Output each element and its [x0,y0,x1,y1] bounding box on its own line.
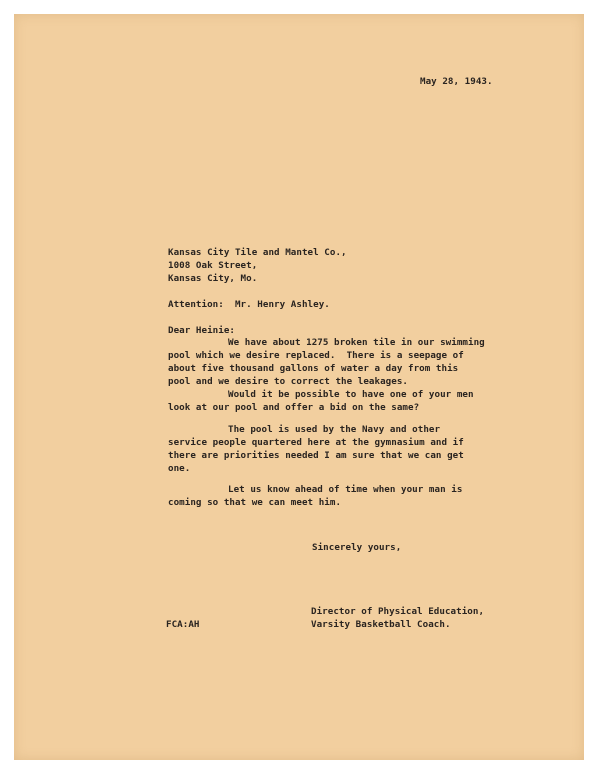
body-line: there are priorities needed I am sure that we can get [168,450,464,461]
body-line: Would it be possible to have one of your men [228,389,474,400]
salutation: Dear Heinie: [168,325,235,336]
signature-title-line: Director of Physical Education, [311,606,485,617]
body-line: The pool is used by the Navy and other [228,424,441,435]
body-line: Let us know ahead of time when your man is [228,484,463,495]
recipient-name: Kansas City Tile and Mantel Co., [168,247,347,258]
body-line: pool and we desire to correct the leakages. [168,376,408,387]
recipient-city: Kansas City, Mo. [168,273,258,284]
body-line: about five thousand gallons of water a day from this [168,363,459,374]
signature-title-line: Varsity Basketball Coach. [311,619,451,630]
typist-initials: FCA:AH [166,619,200,630]
attention-line: Attention: Mr. Henry Ashley. [168,299,330,310]
body-line: pool which we desire replaced. There is a seepage of [168,350,464,361]
letter-page [14,14,584,760]
body-line: look at our pool and offer a bid on the same? [168,402,420,413]
body-line: coming so that we can meet him. [168,497,342,508]
body-line: service people quartered here at the gymnasium and if [168,437,464,448]
recipient-street: 1008 Oak Street, [168,260,258,271]
body-line: one. [168,463,191,474]
letter-date: May 28, 1943. [420,76,493,87]
body-line: We have about 1275 broken tile in our swimming [228,337,485,348]
closing: Sincerely yours, [312,542,402,553]
